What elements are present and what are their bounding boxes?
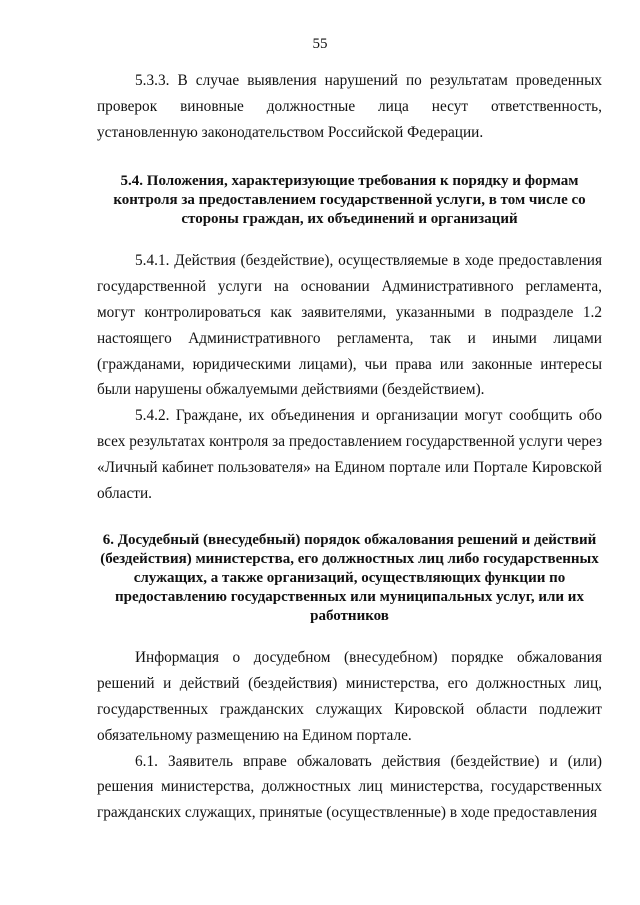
paragraph-info: Информация о досудебном (внесудебном) порядке обжалования решений и действий (бездействия) министерства, его должностных лиц, государственных гражданских служащих Кировской области подлежит обязательному размещению на Едином портале. [97,649,602,744]
paragraph-5-3-3: 5.3.3. В случае выявления нарушений по результатам проведенных проверок виновные должностные лица несут ответственность, установленную законодательством Российской Федерации. [97,72,602,141]
section-heading-5-4: 5.4. Положения, характеризующие требования к порядку и формам контроля за предоставлением государственной услуги, в том числе со стороны граждан, их объединений и организаций [113,173,586,228]
section-heading-6: 6. Досудебный (внесудебный) порядок обжалования решений и действий (бездействия) министерства, его должностных лиц либо государственных служащих, а также организаций, осуществляющих функции по предоставлению государственных или муниципальных услуг, или их работников [100,532,599,625]
paragraph-5-4-2: 5.4.2. Граждане, их объединения и организации могут сообщить обо всех результатах контроля за предоставлением государственной услуги через «Личный кабинет пользователя» на Едином портале или Портале Кировской области. [97,407,602,502]
page-content [97,68,602,826]
paragraph-6-1: 6.1. Заявитель вправе обжаловать действия (бездействие) и (или) решения министерства, должностных лиц министерства, государственных гражданских служащих, принятые (осуществленные) в ходе предоставления [97,752,602,822]
page-number: 55 [312,36,328,52]
paragraph-5-4-1: 5.4.1. Действия (бездействие), осуществляемые в ходе предоставления государственной услуги на основании Административного регламента, могут контролироваться как заявителями, указанными в подразделе 1.2 настоящего Административного регламента, так и иными лицами (гражданами, юридическими лицами), чьи права или законные интересы были нарушены обжалуемыми действиями (бездействием). [97,252,602,399]
